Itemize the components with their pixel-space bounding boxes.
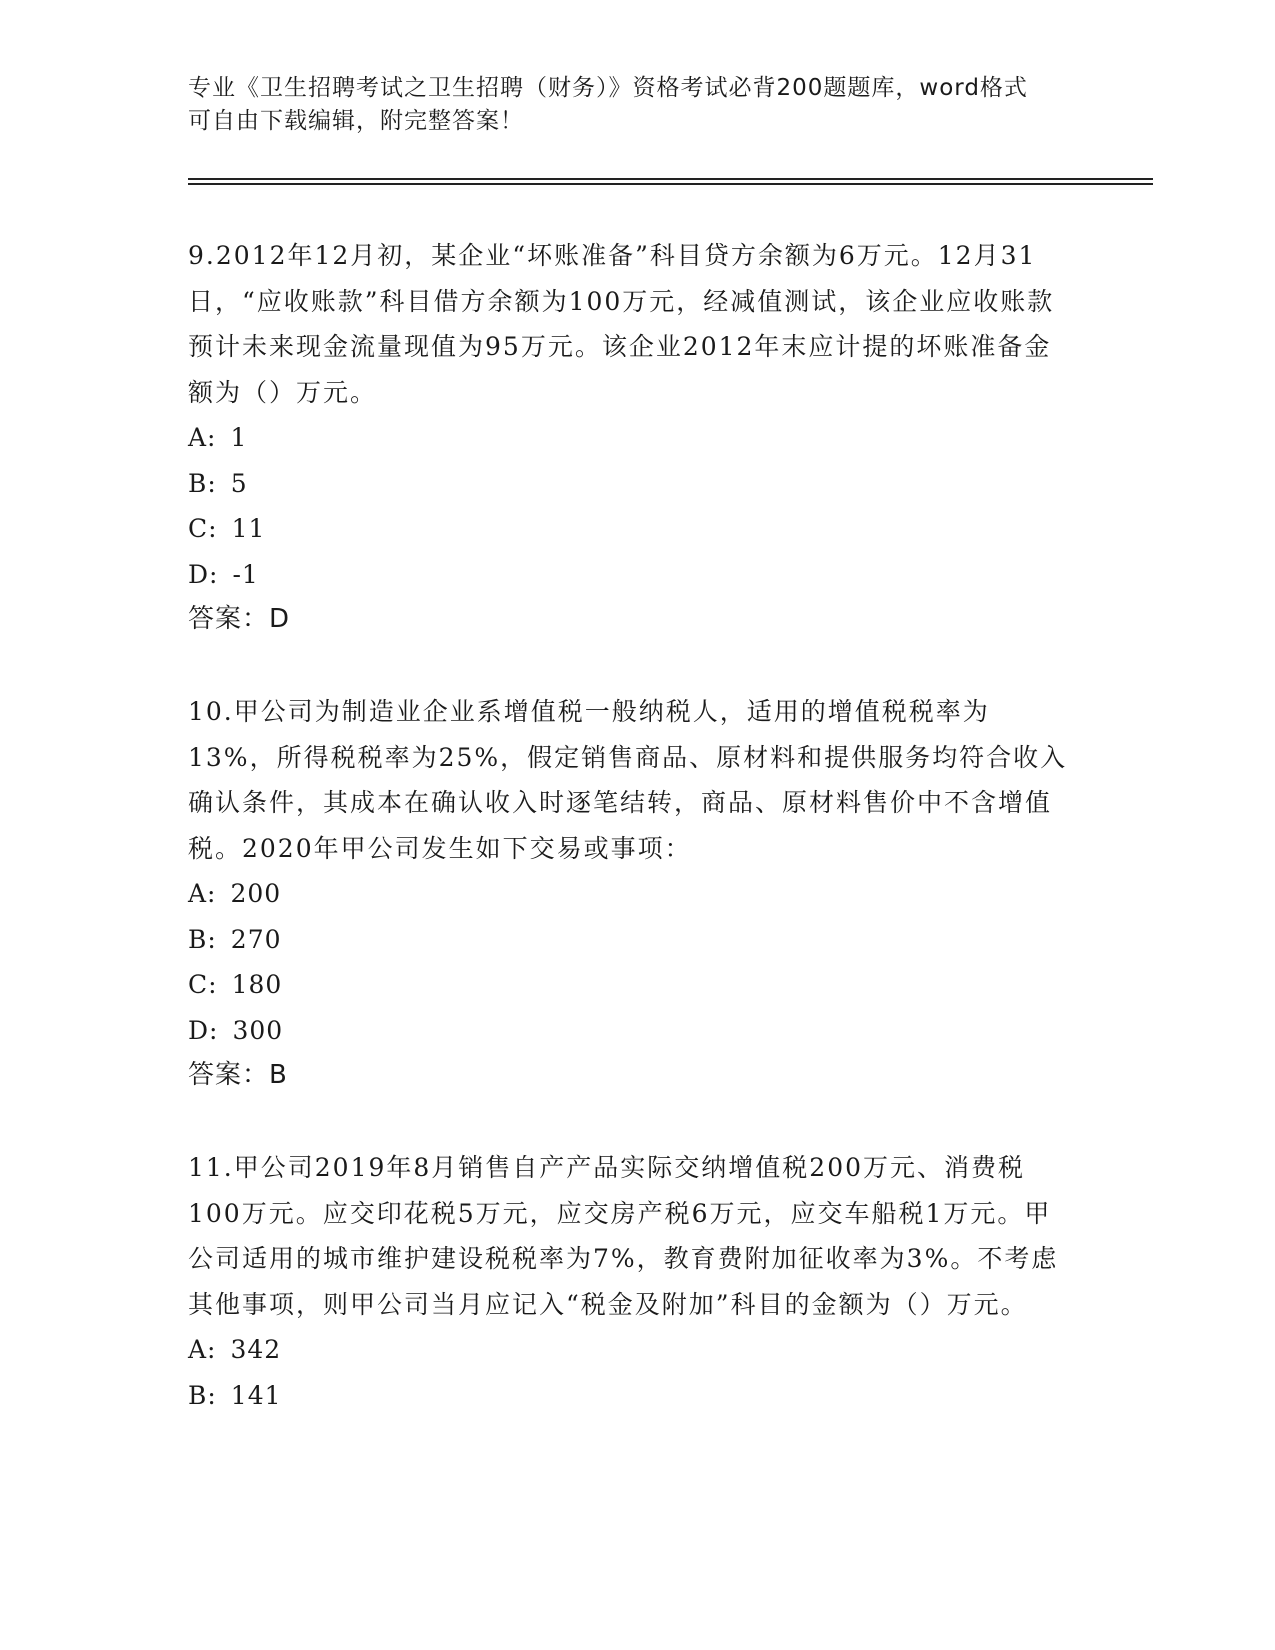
option-label: A: (188, 423, 217, 452)
option-value: 5 (230, 468, 248, 498)
document-header (188, 72, 1088, 138)
option-value: 270 (230, 924, 282, 954)
option-value: -1 (232, 559, 259, 589)
answer-text: 答案：D (188, 604, 291, 634)
header-title-line-1: 专业《卫生招聘考试之卫生招聘（财务）》资格考试必背200题题库，word格式 (188, 75, 1028, 101)
option-label: C: (188, 970, 218, 999)
option-value: 141 (230, 1380, 282, 1410)
question-text: 9.2012年12月初，某企业“坏账准备”科目贷方余额为6万元。12月31日，“应收账款”科目借方余额为100万元，经减值测试，该企业应收账款预计未来现金流量现值为95万元。该企业2012年末应计提的坏账准备金额为（）万元。 (188, 241, 1055, 407)
option-label: D: (188, 1015, 219, 1045)
question-text: 11.甲公司2019年8月销售自产产品实际交纳增值税200万元、消费税100万元。应交印花税5万元，应交房产税6万元，应交车船税1万元。甲公司适用的城市维护建设税税率为7%，教育费附加征收率为3%。不考虑其他事项，则甲公司当月应记入“税金及附加”科目的金额为（）万元。 (188, 1153, 1059, 1319)
option-b (188, 917, 1078, 963)
option-label: B: (188, 468, 217, 498)
header-divider-top (188, 178, 1153, 180)
question-text: 10.甲公司为制造业企业系增值税一般纳税人，适用的增值税税率为13%，所得税税率为25%，假定销售商品、原材料和提供服务均符合收入确认条件，其成本在确认收入时逐笔结转，商品、原材料售价中不含增值税。2020年甲公司发生如下交易或事项： (188, 697, 1068, 863)
option-value: 300 (232, 1015, 284, 1045)
option-label: A: (188, 1335, 217, 1364)
question-11 (188, 1145, 1078, 1418)
answer-text: 答案：B (188, 1060, 288, 1090)
option-label: C: (188, 514, 218, 543)
option-value: 200 (230, 879, 282, 908)
option-b (188, 461, 1078, 507)
option-a (188, 871, 1078, 917)
option-label: B: (188, 1380, 217, 1410)
question-10 (188, 689, 1078, 1099)
option-a (188, 1327, 1078, 1373)
option-c (188, 506, 1078, 552)
header-divider-bottom (188, 183, 1153, 185)
option-value: 11 (231, 514, 266, 543)
option-value: 180 (231, 970, 283, 999)
option-c (188, 962, 1078, 1008)
header-title-line-2: 可自由下载编辑，附完整答案！ (188, 108, 524, 134)
option-b (188, 1373, 1078, 1419)
question-9 (188, 233, 1078, 643)
option-a (188, 415, 1078, 461)
option-d (188, 552, 1078, 598)
option-label: B: (188, 924, 217, 954)
option-value: 342 (230, 1335, 282, 1364)
option-label: D: (188, 559, 219, 589)
option-value: 1 (230, 423, 248, 452)
option-d (188, 1008, 1078, 1054)
option-label: A: (188, 879, 217, 908)
